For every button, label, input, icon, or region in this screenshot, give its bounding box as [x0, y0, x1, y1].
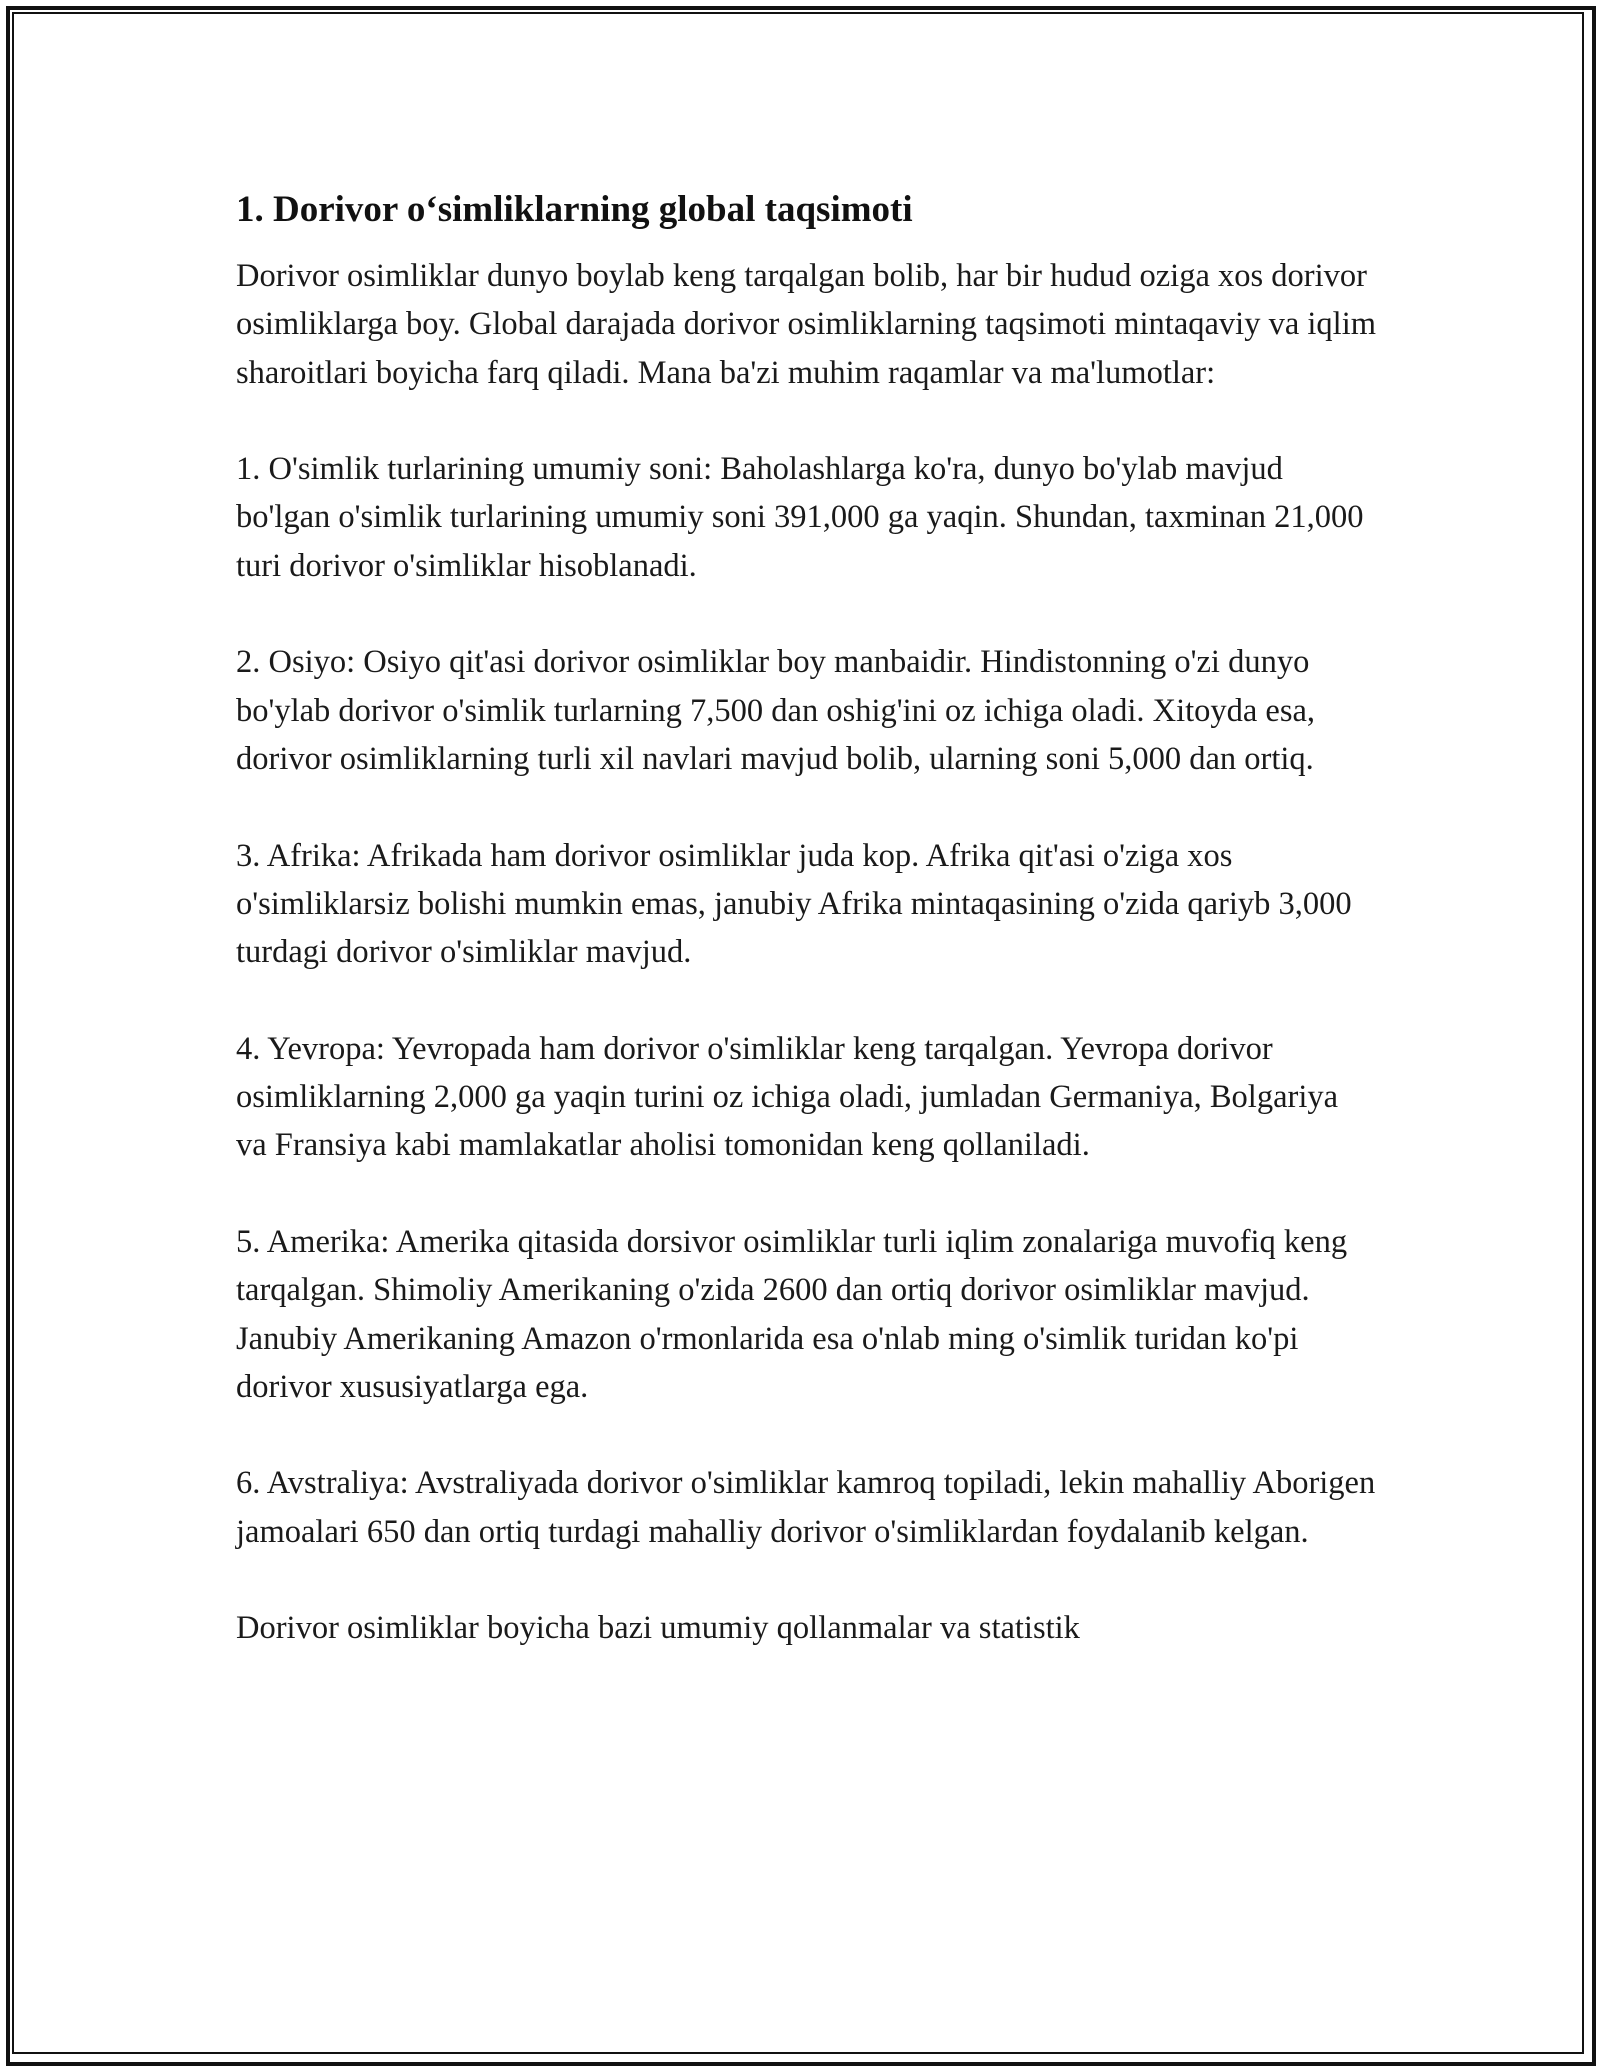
- list-item-asia: 2. Osiyo: Osiyo qit'asi dorivor osimliklar boy manbaidir. Hindistonning o'zi dunyo bo'ylab dorivor o'simlik turlarning 7,500 dan oshig'ini oz ichiga oladi. Xitoyda esa, dorivor osimliklarning turli xil navlari mavjud bolib, ularning soni 5,000 dan ortiq.: [236, 644, 1316, 777]
- list-item-plant-species: 1. O'simlik turlarining umumiy soni: Baholashlarga ko'ra, dunyo bo'ylab mavjud bo'lgan o'simlik turlarining umumiy soni 391,000 ga yaqin. Shundan, taxminan 21,000 turi dorivor o'simliklar hisoblanadi.: [236, 451, 1364, 584]
- list-item-africa: 3. Afrika: Afrikada ham dorivor osimliklar juda kop. Afrika qit'asi o'ziga xos o'simliklarsiz bolishi mumkin emas, janubiy Afrika mintaqasining o'zida qariyb 3,000 turdagi dorivor o'simliklar mavjud.: [236, 837, 1352, 971]
- intro-paragraph: Dorivor osimliklar dunyo boylab keng tarqalgan bolib, har bir hudud oziga xos dorivor osimliklarga boy. Global darajada dorivor osimliklarning taqsimoti mintaqaviy va iqlim sharoitlari boyicha farq qiladi. Mana ba'zi muhim raqamlar va ma'lumotlar:: [236, 258, 1377, 391]
- list-item-europe: 4. Yevropa: Yevropada ham dorivor o'simliklar keng tarqalgan. Yevropa dorivor osimliklarning 2,000 ga yaqin turini oz ichiga oladi, jumladan Germaniya, Bolgariya va Fransiya kabi mamlakatlar aholisi tomonidan keng qollaniladi.: [236, 1030, 1339, 1164]
- document-body: [236, 186, 1376, 1653]
- section-heading: 1. Dorivor o‘simliklarning global taqsimoti: [236, 189, 913, 230]
- closing-paragraph: Dorivor osimliklar boyicha bazi umumiy qollanmalar va statistik: [236, 1610, 1080, 1647]
- list-item-america: 5. Amerika: Amerika qitasida dorsivor osimliklar turli iqlim zonalariga muvofiq keng tarqalgan. Shimoliy Amerikaning o'zida 2600 dan ortiq dorivor osimliklar mavjud. Janubiy Amerikaning Amazon o'rmonlarida esa o'nlab ming o'simlik turidan ko'pi dorivor xususiyatlarga ega.: [236, 1223, 1348, 1405]
- list-item-australia: 6. Avstraliya: Avstraliyada dorivor o'simliklar kamroq topiladi, lekin mahalliy Aborigen jamoalari 650 dan ortiq turdagi mahalliy dorivor o'simliklardan foydalanib kelgan.: [236, 1465, 1376, 1550]
